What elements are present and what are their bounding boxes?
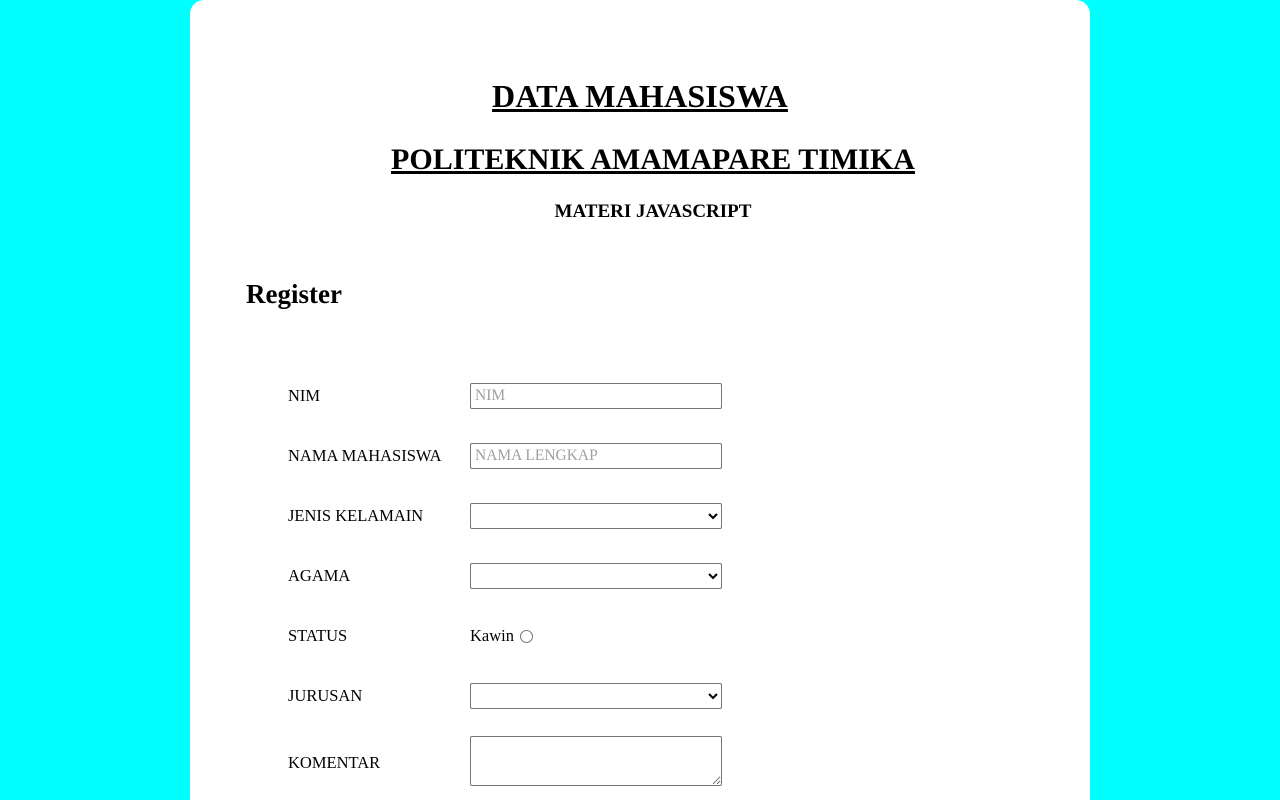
komentar-textarea[interactable] bbox=[470, 736, 722, 786]
form-row-jurusan bbox=[288, 666, 1090, 726]
nim-input[interactable] bbox=[470, 383, 722, 409]
form-row-nim bbox=[288, 366, 1090, 426]
nama-mahasiswa-input[interactable] bbox=[470, 443, 722, 469]
jurusan-select[interactable] bbox=[470, 683, 722, 709]
jenis-kelamain-select[interactable] bbox=[470, 503, 722, 529]
form-row-nama bbox=[288, 426, 1090, 486]
field-wrap-nama bbox=[470, 443, 722, 469]
page-title: DATA MAHASISWA bbox=[492, 78, 788, 114]
field-wrap-komentar bbox=[470, 736, 722, 791]
label-agama: AGAMA bbox=[288, 566, 351, 585]
section-title-register: Register bbox=[246, 279, 342, 309]
page-subject: MATERI JAVASCRIPT bbox=[554, 201, 752, 222]
form-row-komentar bbox=[288, 726, 1090, 800]
form-row-status bbox=[288, 606, 1090, 666]
field-wrap-nim bbox=[470, 383, 722, 409]
label-status: STATUS bbox=[288, 626, 348, 645]
status-radio-group bbox=[470, 626, 722, 646]
form-row-jenis-kelamin bbox=[288, 486, 1090, 546]
form-row-agama bbox=[288, 546, 1090, 606]
label-nim: NIM bbox=[288, 386, 321, 405]
page-card bbox=[190, 0, 1090, 800]
status-kawin-label: Kawin bbox=[470, 626, 514, 645]
field-wrap-jenis-kelamin bbox=[470, 503, 722, 529]
field-wrap-jurusan bbox=[470, 683, 722, 709]
page-subtitle: POLITEKNIK AMAMAPARE TIMIKA bbox=[391, 143, 915, 176]
label-jurusan: JURUSAN bbox=[288, 686, 363, 705]
label-komentar: KOMENTAR bbox=[288, 753, 381, 772]
status-kawin-radio[interactable] bbox=[520, 630, 533, 643]
field-wrap-agama bbox=[470, 563, 722, 589]
label-jenis-kelamain: JENIS KELAMAIN bbox=[288, 506, 424, 525]
agama-select[interactable] bbox=[470, 563, 722, 589]
register-form bbox=[190, 366, 1090, 800]
label-nama-mahasiswa: NAMA MAHASISWA bbox=[288, 446, 442, 465]
